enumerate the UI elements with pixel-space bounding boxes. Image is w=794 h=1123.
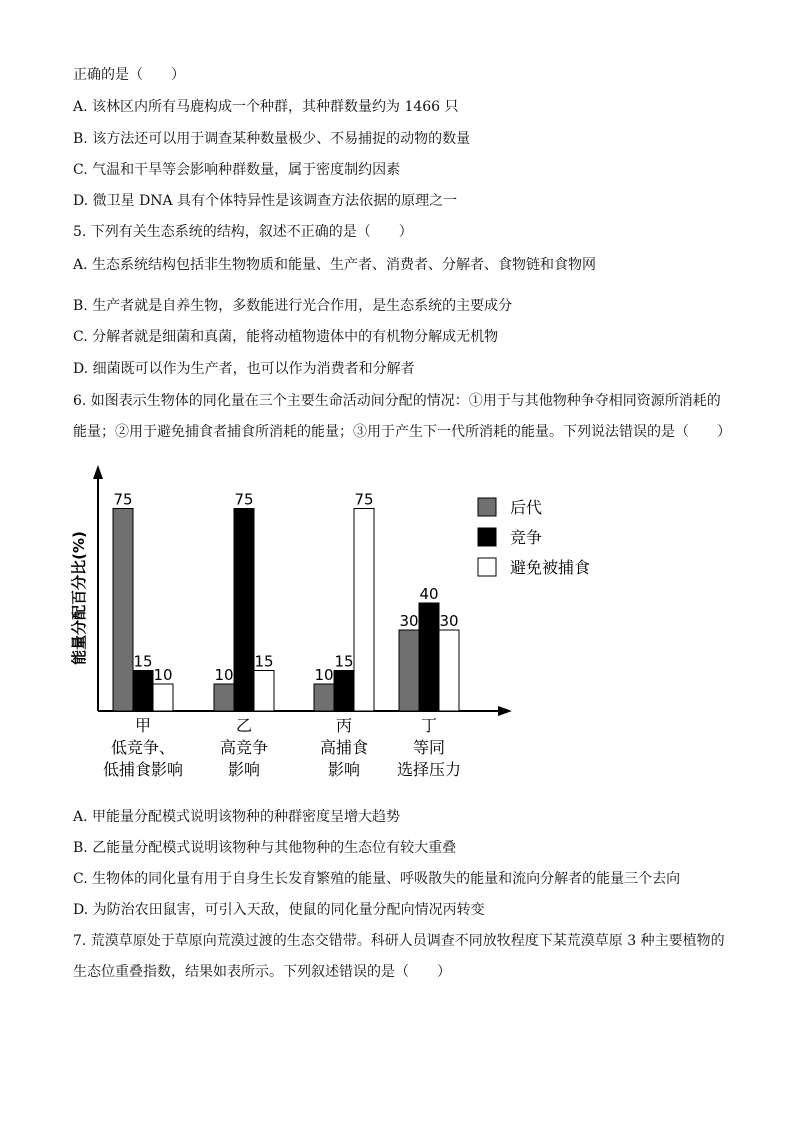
bar-1-2 <box>334 671 354 712</box>
q6-stem-line-1: 6. 如图表示生物体的同化量在三个主要生命活动间分配的情况：①用于与其他物种争夺相同资源所消耗的 <box>73 393 721 409</box>
q5-option-a: A. 生态系统结构包括非生物物质和能量、生产者、消费者、分解者、食物链和食物网 <box>73 257 597 273</box>
data-label-0-2: 10 <box>314 666 334 684</box>
data-label-1-1: 75 <box>234 490 254 509</box>
q4-option-c: C. 气温和干旱等会影响种群数量，属于密度制约因素 <box>73 162 401 178</box>
energy-allocation-chart <box>60 455 620 785</box>
data-label-2-0: 10 <box>153 666 173 684</box>
q6-option-b: B. 乙能量分配模式说明该物种与其他物种的生态位有较大重叠 <box>73 840 457 856</box>
bar-1-1 <box>234 509 254 712</box>
q5-option-c: C. 分解者就是细菌和真菌，能将动植物遗体中的有机物分解成无机物 <box>73 329 499 345</box>
category-label-2-2: 影响 <box>327 760 361 779</box>
legend-swatch-2 <box>478 558 496 576</box>
q6-option-c: C. 生物体的同化量有用于自身生长发育繁殖的能量、呼吸散失的能量和流向分解者的能量三个去向 <box>73 871 681 887</box>
data-label-2-2: 75 <box>354 490 374 509</box>
category-label-3-1: 等同 <box>412 738 446 757</box>
x-axis-arrow <box>498 706 512 716</box>
legend-label-2: 避免被捕食 <box>510 558 591 577</box>
category-label-2-1: 高捕食 <box>319 738 369 757</box>
q6-stem-line-2: 能量；②用于避免捕食者捕食所消耗的能量；③用于产生下一代所消耗的能量。下列说法错误的是（ ） <box>73 424 731 440</box>
bar-2-3 <box>439 630 459 711</box>
data-label-0-3: 30 <box>399 612 419 630</box>
q5-option-d: D. 细菌既可以作为生产者，也可以作为消费者和分解者 <box>73 361 415 377</box>
data-label-1-2: 15 <box>334 652 354 671</box>
bar-2-2 <box>354 509 374 712</box>
category-label-0-0: 甲 <box>134 716 152 735</box>
q6-option-d: D. 为防治农田鼠害，可引入天敌，使鼠的同化量分配向情况丙转变 <box>73 902 485 918</box>
q6-option-a: A. 甲能量分配模式说明该物种的种群密度呈增大趋势 <box>73 809 401 825</box>
data-label-1-0: 15 <box>133 652 153 671</box>
category-label-3-0: 丁 <box>420 716 438 735</box>
q4-option-b: B. 该方法还可以用于调查某种数量极少、不易捕捉的动物的数量 <box>73 131 471 147</box>
q4-tail: 正确的是（ ） <box>73 67 185 83</box>
bar-0-2 <box>314 684 334 711</box>
bar-1-0 <box>133 671 153 712</box>
data-label-1-3: 40 <box>419 585 439 603</box>
category-label-1-1: 高竞争 <box>219 738 269 757</box>
q5-stem: 5. 下列有关生态系统的结构，叙述不正确的是（ ） <box>73 224 413 240</box>
category-label-1-0: 乙 <box>235 716 253 735</box>
bar-2-0 <box>153 684 173 711</box>
category-label-0-2: 低捕食影响 <box>102 760 184 779</box>
data-label-0-1: 10 <box>214 666 234 684</box>
q4-option-d: D. 微卫星 DNA 具有个体特异性是该调查方法依据的原理之一 <box>73 193 458 209</box>
legend-label-0: 后代 <box>510 498 543 517</box>
data-label-2-3: 30 <box>439 612 459 630</box>
category-label-3-2: 选择压力 <box>396 760 462 779</box>
y-axis-label: 能量分配百分比(%) <box>70 531 88 665</box>
q7-stem-line-1: 7. 荒漠草原处于草原向荒漠过渡的生态交错带。科研人员调查不同放牧程度下某荒漠草原 3 种主要植物的 <box>73 933 725 949</box>
data-label-2-1: 15 <box>254 652 274 671</box>
category-label-2-0: 丙 <box>335 716 353 735</box>
q7-stem-line-2: 生态位重叠指数，结果如表所示。下列叙述错误的是（ ） <box>73 964 451 980</box>
legend-label-1: 竞争 <box>510 528 543 547</box>
category-label-0-1: 低竞争、 <box>110 738 176 757</box>
legend-swatch-1 <box>478 528 496 546</box>
data-label-0-0: 75 <box>113 490 133 509</box>
bar-0-0 <box>113 509 133 712</box>
legend-swatch-0 <box>478 498 496 516</box>
bar-1-3 <box>419 603 439 711</box>
bar-0-3 <box>399 630 419 711</box>
q5-option-b: B. 生产者就是自养生物，多数能进行光合作用，是生态系统的主要成分 <box>73 298 513 314</box>
category-label-1-2: 影响 <box>227 760 261 779</box>
bar-2-1 <box>254 671 274 712</box>
q4-option-a: A. 该林区内所有马鹿构成一个种群，其种群数量约为 1466 只 <box>73 99 459 115</box>
bar-0-1 <box>214 684 234 711</box>
y-axis-arrow <box>93 465 103 479</box>
